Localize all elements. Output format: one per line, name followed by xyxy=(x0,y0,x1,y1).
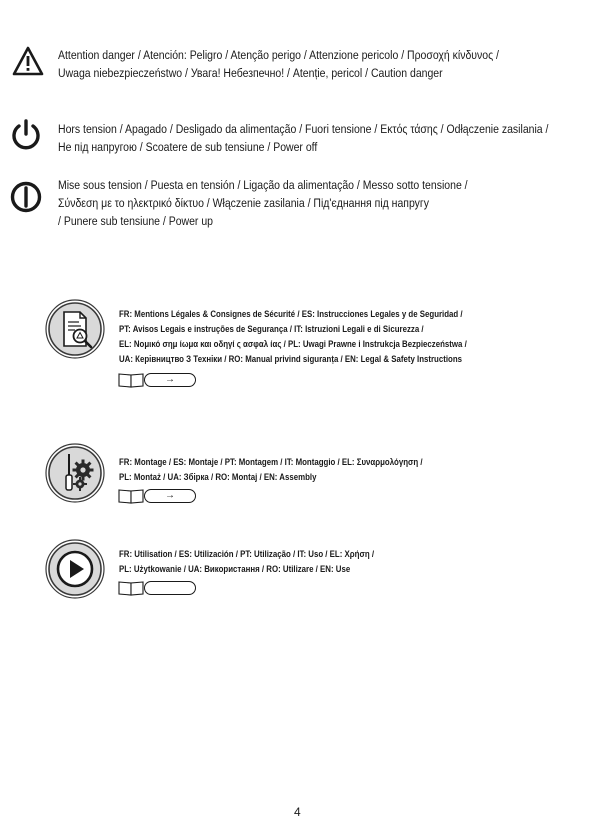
arrow-right-icon: → xyxy=(165,374,175,385)
page-ref-pill xyxy=(144,581,196,595)
assembly-tools-icon xyxy=(44,442,106,504)
legal-document-icon xyxy=(44,298,106,360)
power-off-text: Hors tension / Apagado / Desligado da alimentação / Fuori tensione / Εκτός τάσης / Odłączenie zasilania / Не під напругою / Scoatere de sub tensiune / Power off xyxy=(58,122,549,154)
warning-triangle-icon xyxy=(12,46,44,76)
open-book-icon xyxy=(117,372,147,388)
warning-text: Attention danger / Atención: Peligro / Atenção perigo / Attenzione pericolo / Προσοχή κίνδυνος / Uwaga niebezpieczeństwo / Увага! Небезпечно! / Atenție, pericol / Caution danger xyxy=(58,48,499,80)
open-book-icon xyxy=(117,488,147,504)
page-ref-pill xyxy=(144,373,196,387)
power-off-icon xyxy=(9,118,43,152)
page-number: 4 xyxy=(294,805,301,819)
legal-safety-text: FR: Mentions Légales & Consignes de Sécurité / ES: Instrucciones Legales y de Seguridad / PT: Avisos Legais e instruções de Segurança / IT: Istruzioni Legali e di Sicurezza / EL: Νομικό σημ ίωμα και οδηγί ς ασφαλ ίας / PL: Uwagi Prawne i Instrukcja Bezpieczeństwa / UA: Керівництво З Техніки / RO: Manual privind siguranța / EN: Legal & Safety Instructions xyxy=(119,309,467,365)
assembly-text: FR: Montage / ES: Montaje / PT: Montagem / IT: Montaggio / EL: Συναρμολόγηση / PL: Montaż / UA: Збірка / RO: Montaj / EN: Assembly xyxy=(119,457,423,483)
power-on-text: Mise sous tension / Puesta en tensión / Ligação da alimentação / Messo sotto tensione / Σύνδεση με το ηλεκτρικό δίκτυο / Włączenie zasilania / Під'єднання під напругу / Punere sub tensiune / Power up xyxy=(58,178,468,228)
assembly-page-reference[interactable] xyxy=(117,488,197,504)
open-book-icon xyxy=(117,580,147,596)
legal-page-reference[interactable] xyxy=(117,372,197,388)
arrow-right-icon: → xyxy=(165,490,175,501)
play-use-icon xyxy=(44,538,106,600)
page-ref-pill xyxy=(144,489,196,503)
use-text: FR: Utilisation / ES: Utilización / PT: Utilização / IT: Uso / EL: Χρήση / PL: Użytkowanie / UA: Використання / RO: Utilizare / EN: Use xyxy=(119,549,375,575)
power-on-icon xyxy=(9,180,43,214)
use-page-reference[interactable] xyxy=(117,580,197,596)
